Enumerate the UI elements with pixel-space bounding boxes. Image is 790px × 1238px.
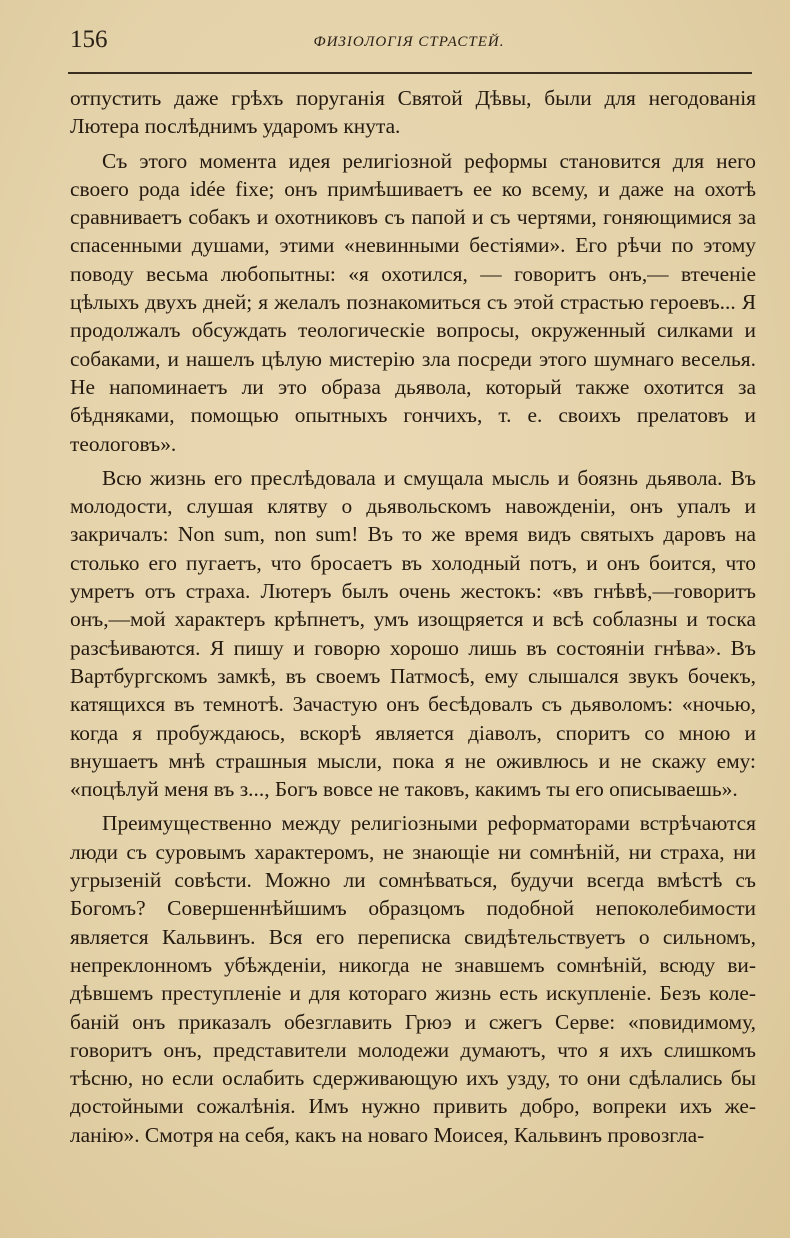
paragraph-devil: Всю жизнь его преслѣдовала и смущала мысль и боязнь дьявола. Въ молодости, слушая клятву о дьявольскомъ навожденіи, онъ упалъ и закричалъ: Non sum, non sum! Въ то же время видъ святыхъ даровъ на столько его пугаетъ, что бросаетъ въ холодный потъ, и онъ боится, что умретъ отъ страха. Лютеръ былъ очень жестокъ: «въ гнѣвѣ,—говоритъ онъ,—мой характеръ крѣпнетъ, умъ изощряется и всѣ соблазны и тоска разсѣиваются. Я пишу и говорю хорошо лишь въ состояніи гнѣва». Въ Вартбургскомъ замкѣ, въ своемъ Патмосѣ, ему слышался звукъ бочекъ, катящихся въ темнотѣ. Зачастую онъ бесѣдовалъ съ дьяволомъ: «ночью, когда я пробуждаюсь, вскорѣ является діаволъ, споритъ со мною и внушаетъ мнѣ страшныя мысли, пока я не оживлюсь и не скажу ему: «поцѣлуй меня въ з..., Богъ вовсе не таковъ, какимъ ты его описываешь».: [70, 465, 756, 802]
paragraph-idee-fixe: Съ этого момента идея религіозной реформы становится для него своего рода idée fixe; онъ примѣшиваетъ ее ко всему, и даже на охотѣ сравниваетъ собакъ и охотниковъ съ папой и съ чертями, гоняющимися за спасенными душами, этими «невинными бестіями». Его рѣчи по этому поводу весьма любопытны: «я охотился, — говоритъ онъ,— втеченіе цѣлыхъ двухъ дней; я желалъ познакомиться съ этой страстью героевъ... Я продолжалъ обсуждать теологическіе вопросы, окруженный силками и собаками, и нашелъ цѣлую мистерію зла посреди этого шумнаго веселья. Не напоминаетъ ли это образа дьявола, который также охотится за бѣдняками, помощью опытныхъ гончихъ, т. е. своихъ прелатовъ и теологовъ».: [70, 148, 756, 456]
header-rule: [68, 72, 752, 74]
running-title: ФИЗІОЛОГІЯ СТРАСТЕЙ.: [313, 34, 505, 50]
paragraph-continuation: отпустить даже грѣхъ поруганія Святой Дѣвы, были для негодованія Лютера послѣднимъ ударомъ кнута.: [70, 86, 756, 139]
page-header: [70, 26, 748, 60]
body-text: [70, 84, 756, 1149]
paragraph-calvin: Преимущественно между религіозными реформаторами встрѣчаются люди съ суровымъ характеромъ, не знающіе ни сомнѣній, ни страха, ни угрызеній совѣсти. Можно ли сомнѣваться, будучи всегда вмѣстѣ съ Богомъ? Совершеннѣйшимъ образцомъ подобной непоколебимости является Кальвинъ. Вся его переписка свидѣтельствуетъ о сильномъ, непреклонномъ убѣжденіи, никогда не знавшемъ сомнѣній, всюду видѣвшемъ преступленіе и для котораго жизнь есть искупленіе. Безъ колебаній онъ приказалъ обезглавить Грюэ и сжегъ Серве: «повидимому, говоритъ онъ, представители молодежи думаютъ, что я ихъ слишкомъ тѣсню, но если ослабить сдерживающую ихъ узду, то они сдѣлались бы достойными сожалѣнія. Имъ нужно привить добро, вопреки ихъ желанію». Смотря на себя, какъ на новаго Моисея, Кальвинъ провозгла-: [70, 811, 756, 1147]
page-number: 156: [70, 26, 108, 53]
